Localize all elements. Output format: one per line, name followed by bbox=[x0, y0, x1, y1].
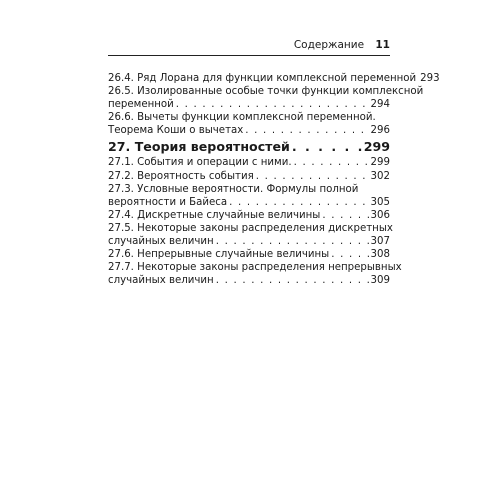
toc-entry-26-4[interactable] bbox=[108, 72, 440, 85]
toc-entry-27-3[interactable] bbox=[108, 183, 390, 209]
toc-entry-title: 27.2. Вероятность события bbox=[108, 170, 254, 182]
header-rule bbox=[108, 55, 390, 56]
toc-entry-page: 299 bbox=[370, 157, 390, 169]
toc-chapter-27[interactable] bbox=[108, 138, 390, 155]
toc-entry-title: 27.1. События и операции с ними. bbox=[108, 157, 292, 169]
toc-entry-title-continued: переменной bbox=[108, 99, 174, 111]
toc-entry-title-continued: Теорема Коши о вычетах bbox=[108, 125, 244, 137]
dot-leader bbox=[292, 138, 362, 155]
toc-entry-title: 27.7. Некоторые законы распределения непрерывных bbox=[108, 262, 402, 274]
toc-entry-26-5[interactable] bbox=[108, 85, 424, 111]
toc-entry-27-5[interactable] bbox=[108, 222, 393, 248]
toc-entry-title-continued: вероятности и Байеса bbox=[108, 196, 228, 208]
dot-leader bbox=[229, 196, 368, 209]
toc-entry-page: 306 bbox=[370, 209, 390, 221]
dot-leader bbox=[322, 209, 368, 222]
dot-leader bbox=[245, 124, 368, 137]
toc-entry-27-2[interactable] bbox=[108, 170, 390, 183]
dot-leader bbox=[256, 170, 369, 183]
toc-entry-title: 27.6. Непрерывные случайные величины bbox=[108, 249, 330, 261]
dot-leader bbox=[216, 235, 369, 248]
toc-entry-27-7[interactable] bbox=[108, 261, 402, 287]
toc-entry-title: 26.4. Ряд Лорана для функции комплексной переменной bbox=[108, 73, 417, 84]
running-head-title: Содержание bbox=[293, 39, 365, 51]
toc-entry-title: 26.6. Вычеты функции комплексной переменной. bbox=[108, 112, 376, 124]
toc-entry-title-continued: случайных величин bbox=[108, 275, 214, 287]
toc-entry-page: 307 bbox=[370, 236, 390, 248]
toc-entry-27-4[interactable] bbox=[108, 209, 390, 222]
dot-leader bbox=[176, 98, 369, 111]
dot-leader bbox=[216, 274, 369, 287]
toc-entry-title: 27.5. Некоторые законы распределения дискретных bbox=[108, 222, 393, 234]
toc-entry-page: 302 bbox=[370, 170, 390, 182]
toc-chapter-title: 27. Теория вероятностей bbox=[108, 139, 290, 155]
toc-chapter-page: 299 bbox=[363, 139, 390, 155]
toc-entry-title-continued: случайных величин bbox=[108, 236, 214, 248]
table-of-contents bbox=[108, 72, 440, 287]
running-head-page-number: 11 bbox=[375, 39, 390, 51]
dot-leader bbox=[294, 156, 369, 169]
toc-entry-page: 308 bbox=[370, 249, 390, 261]
toc-entry-26-6[interactable] bbox=[108, 111, 390, 137]
dot-leader bbox=[331, 248, 368, 261]
toc-entry-page: 293 bbox=[420, 73, 440, 84]
toc-entry-title: 27.4. Дискретные случайные величины bbox=[108, 209, 321, 221]
toc-entry-27-6[interactable] bbox=[108, 248, 390, 261]
toc-entry-page: 309 bbox=[370, 275, 390, 287]
toc-entry-page: 305 bbox=[370, 196, 390, 208]
toc-entry-page: 296 bbox=[370, 125, 390, 137]
toc-entry-title: 27.3. Условные вероятности. Формулы полной bbox=[108, 183, 359, 195]
toc-entry-27-1[interactable] bbox=[108, 156, 390, 169]
toc-entry-page: 294 bbox=[370, 99, 390, 111]
toc-entry-title: 26.5. Изолированные особые точки функции комплексной bbox=[108, 86, 424, 98]
running-head bbox=[108, 38, 390, 52]
